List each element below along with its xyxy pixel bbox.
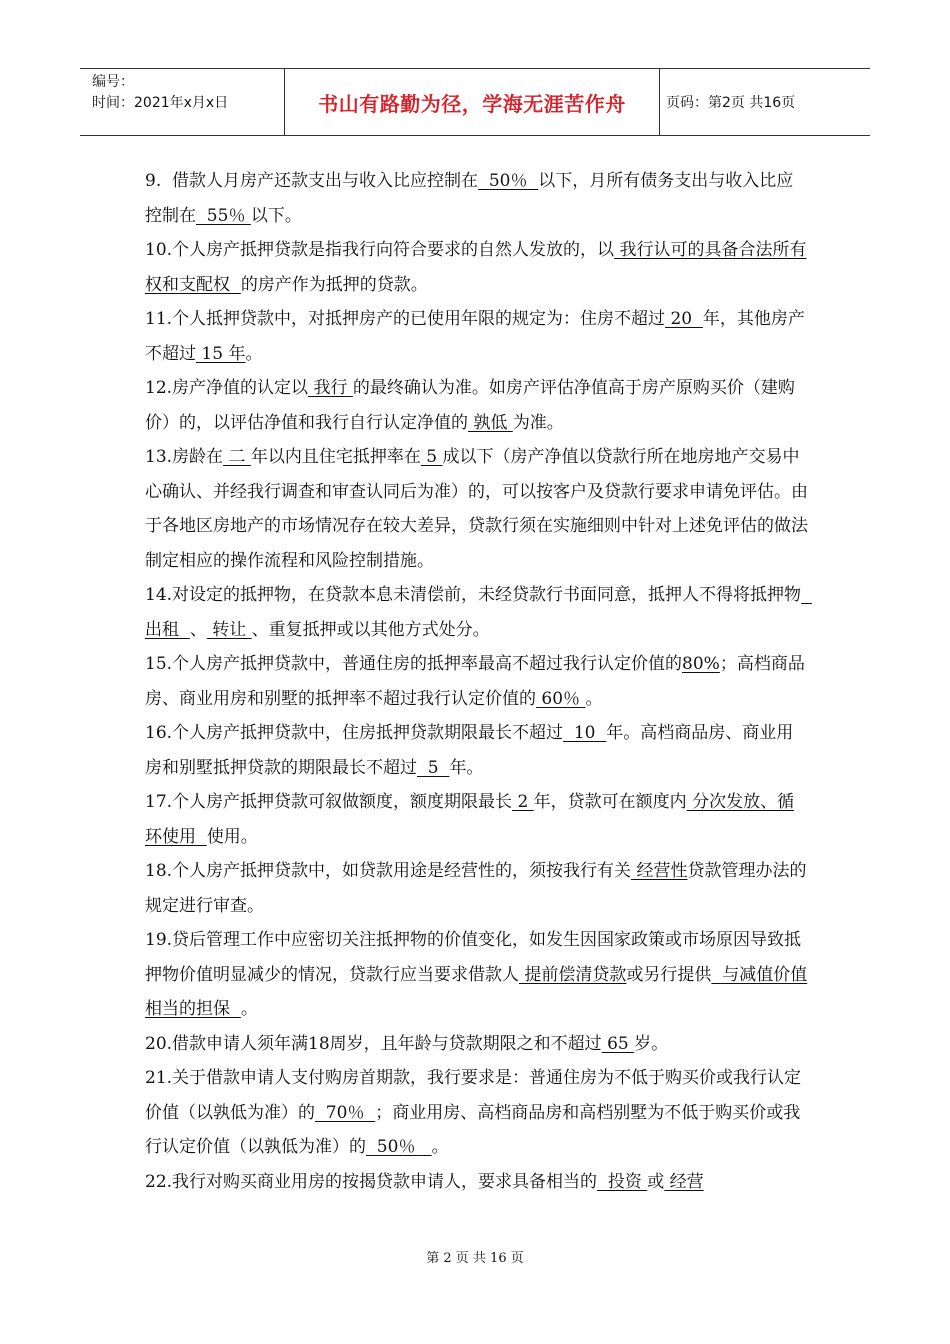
- question-item: [145, 371, 810, 440]
- question-item: [145, 1027, 810, 1062]
- question-text: 20.借款申请人须年满18周岁，且年龄与贷款期限之和不超过: [145, 1033, 602, 1054]
- question-text: 18.个人房产抵押贷款中，如贷款用途是经营性的，须按我行有关: [145, 861, 632, 881]
- question-text: 22.我行对购买商业用房的按揭贷款申请人，要求具备相当的: [145, 1171, 598, 1192]
- question-text: 。: [431, 1137, 449, 1157]
- answer-blank: 我行: [308, 378, 353, 398]
- answer-blank: 70％: [315, 1102, 376, 1123]
- question-text: ；高档商品房、商业用房和别墅的抵押率不超过我行认定价值的: [145, 654, 805, 709]
- answer-blank: 65: [601, 1033, 635, 1054]
- answer-blank: 15 年: [196, 343, 246, 364]
- answer-blank: 55％: [196, 205, 251, 226]
- question-text: 以下。: [250, 205, 302, 226]
- question-text: 年。高档商品房、商业用房和别墅抵押贷款的期限最长不超过: [145, 723, 794, 778]
- answer-blank: 经营: [664, 1171, 704, 1192]
- question-list: [145, 164, 810, 1199]
- answer-blank: 提前偿清贷款: [519, 964, 627, 985]
- question-item: [145, 164, 810, 233]
- answer-blank: 50％: [478, 171, 539, 191]
- question-text: 13.房龄在: [145, 447, 224, 467]
- page-header: [80, 68, 870, 136]
- question-text: 。: [245, 343, 263, 364]
- question-text: 年。: [449, 757, 484, 778]
- question-text: 岁。: [634, 1033, 669, 1054]
- question-text: ；商业用房、高档商品房和高档别墅为不低于购买价或我行认定价值（以孰低为准）的: [145, 1102, 801, 1157]
- question-text: 使用。: [206, 826, 258, 847]
- answer-blank: 孰低: [468, 412, 513, 433]
- answer-blank: 60％: [536, 688, 586, 709]
- answer-blank: 转让: [206, 619, 252, 640]
- question-text: 贷款管理办法的规定进行审查。: [145, 861, 807, 916]
- question-text: 、重复抵押或以其他方式处分。: [251, 619, 490, 640]
- question-text: 16.个人房产抵押贷款中，住房抵押贷款期限最长不超过: [145, 723, 564, 743]
- question-item: [145, 302, 810, 371]
- question-text: 的最终确认为准。如房产评估净值高于房产原购买价（建购价）的，以评估净值和我行自行认定净值的: [145, 378, 795, 433]
- question-text: 15.个人房产抵押贷款中，普通住房的抵押率最高不超过我行认定价值的: [145, 654, 683, 674]
- answer-blank: 与减值价值相当的担保: [145, 964, 808, 1019]
- answer-blank: 80%: [682, 654, 720, 674]
- document-time-label: 时间：2021年x月x日: [92, 95, 229, 111]
- header-slogan-cell: [285, 69, 660, 135]
- question-item: [145, 716, 810, 785]
- answer-blank: 出租: [145, 585, 812, 640]
- answer-blank: 10: [563, 723, 607, 743]
- question-text: 17.个人房产抵押贷款可叙做额度，额度期限最长: [145, 792, 513, 812]
- question-text: 11.个人抵押贷款中，对抵押房产的已使用年限的规定为：住房不超过: [145, 309, 666, 329]
- question-text: 9. 借款人月房产还款支出与收入比应控制在: [145, 171, 479, 191]
- header-page-info: 页码：第2页 共16页: [666, 95, 796, 111]
- question-text: 年，贷款可在额度内: [533, 792, 687, 812]
- question-text: 。: [585, 688, 603, 709]
- header-meta: [80, 69, 285, 135]
- question-text: 14.对设定的抵押物，在贷款本息未清偿前，未经贷款行书面同意，抵押人不得将抵押物: [145, 585, 802, 605]
- header-slogan: 书山有路勤为径，学海无涯苦作舟: [318, 91, 626, 116]
- question-text: 成以下（房产净值以贷款行所在地房地产交易中心确认、并经我行调查和审查认同后为准）的，可以按客户及贷款行要求申请免评估。由于各地区房地产的市场情况存在较大差异，贷款行须在实施细则中针对上述免评估的做法制定相应的操作流程和风险控制措施。: [145, 447, 808, 571]
- question-text: 的房产作为抵押的贷款。: [240, 274, 428, 295]
- answer-blank: 经营性: [631, 861, 688, 881]
- answer-blank: 2: [512, 792, 534, 812]
- question-text: 、: [189, 619, 207, 640]
- question-text: 或另行提供: [626, 964, 712, 985]
- answer-blank: 我行认可的具备合法所有权和支配权: [145, 240, 807, 295]
- question-item: [145, 647, 810, 716]
- question-text: 10.个人房产抵押贷款是指我行向符合要求的自然人发放的，以: [145, 240, 615, 260]
- question-item: [145, 440, 810, 578]
- question-text: 或: [647, 1171, 665, 1192]
- answer-blank: 二: [223, 447, 251, 467]
- question-item: [145, 233, 810, 302]
- answer-blank: 投资: [597, 1171, 648, 1192]
- question-item: [145, 785, 810, 854]
- answer-blank: 50％: [366, 1137, 432, 1157]
- answer-blank: 分次发放、循环使用: [145, 792, 795, 847]
- question-text: 。: [240, 999, 258, 1019]
- page-footer: 第 2 页 共 16 页: [426, 1251, 524, 1266]
- answer-blank: 5: [417, 757, 450, 778]
- question-text: 19.贷后管理工作中应密切关注抵押物的价值变化，如发生因国家政策或市场原因导致抵押物价值明显减少的情况，贷款行应当要求借款人: [145, 930, 802, 985]
- question-item: [145, 578, 810, 647]
- document-number-label: 编号：: [92, 74, 134, 90]
- question-item: [145, 854, 810, 923]
- question-text: 21.关于借款申请人支付购房首期款，我行要求是：普通住房为不低于购买价或我行认定价值（以孰低为准）的: [145, 1068, 802, 1123]
- question-text: 以下，月所有债务支出与收入比应控制在: [145, 171, 794, 226]
- question-text: 年，其他房产不超过: [145, 309, 805, 364]
- question-text: 为准。: [512, 412, 564, 433]
- question-item: [145, 923, 810, 1027]
- answer-blank: 20: [665, 309, 703, 329]
- question-text: 年以内且住宅抵押率在: [250, 447, 421, 467]
- question-item: [145, 1165, 810, 1200]
- question-item: [145, 1061, 810, 1165]
- question-text: 12.房产净值的认定以: [145, 378, 309, 398]
- answer-blank: 5: [420, 447, 443, 467]
